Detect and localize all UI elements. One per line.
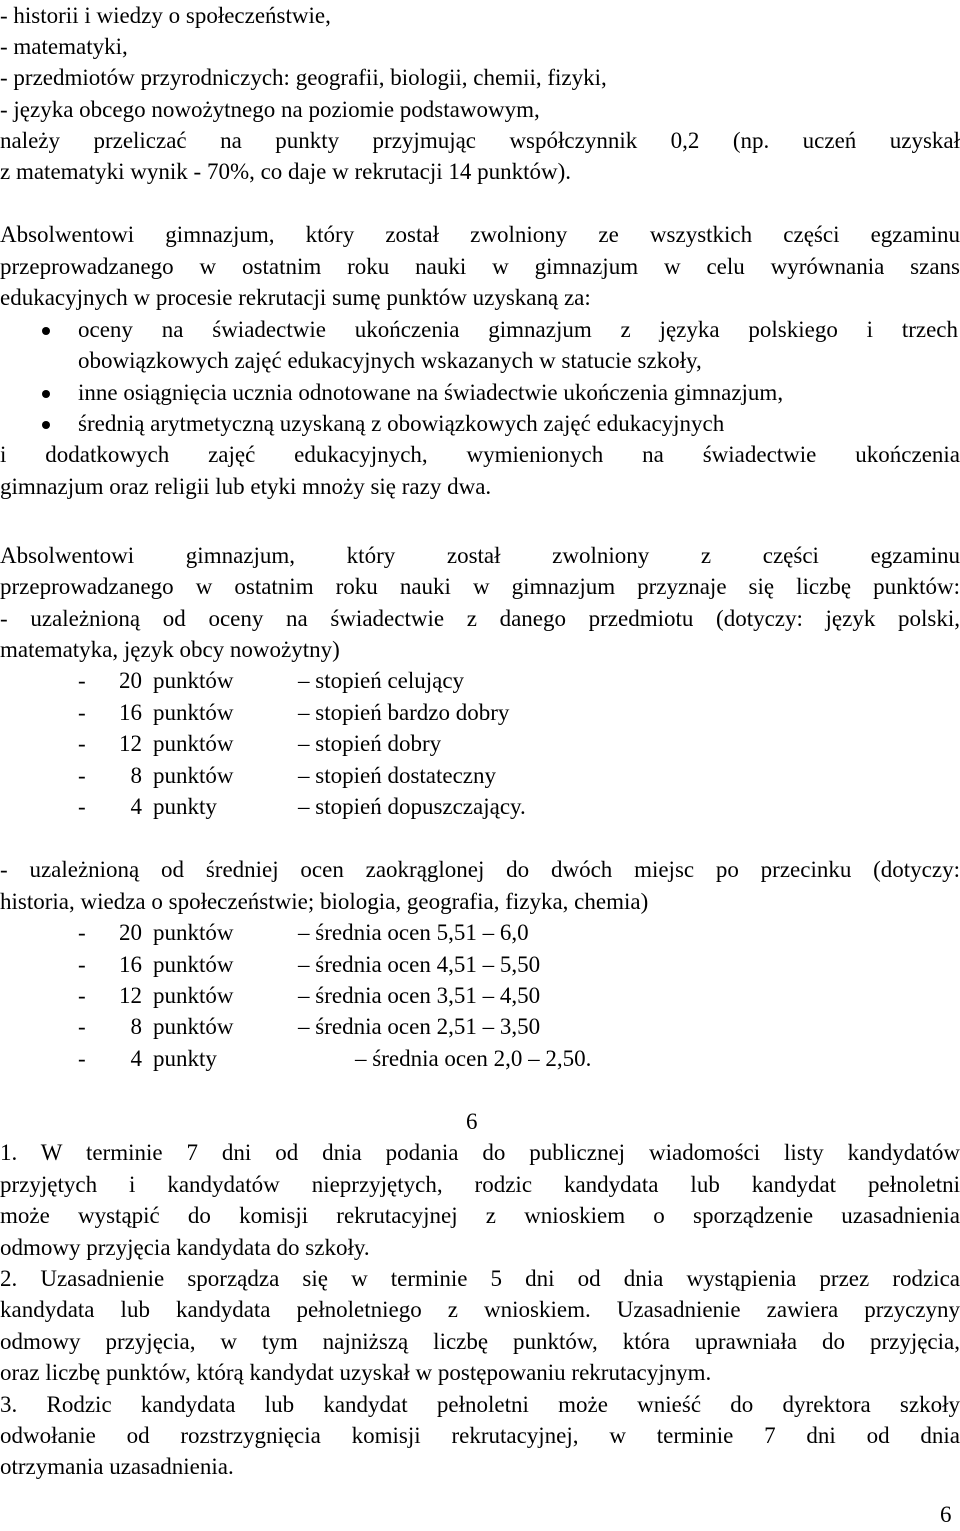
section-heading: 6 [466,1109,478,1134]
points-unit: punktów [153,1014,234,1039]
grade-points-row [0,760,960,792]
points-unit: punktów [153,920,234,945]
row-dash: - [78,920,86,945]
average-points-row [0,1011,960,1043]
grade-points-row [0,697,960,729]
average-description: – średnia ocen 2,0 – 2,50. [355,1046,592,1071]
paragraph-line: przeprowadzanego w ostatnim roku nauki w gimnazjum przyznaje się liczbę punktów: [0,574,960,599]
row-dash: - [78,668,86,693]
paragraph-line: - uzależnioną od oceny na świadectwie z danego przedmiotu (dotyczy: język polski, [0,606,960,631]
paragraph-line: Absolwentowi gimnazjum, który został zwolniony z części egzaminu [0,543,960,568]
paragraph-line: przeprowadzanego w ostatnim roku nauki w gimnazjum w celu wyrównania szans [0,254,960,279]
points-unit: punktów [153,763,234,788]
points-value: 16 [119,952,142,977]
bullet-item: inne osiągnięcia ucznia odnotowane na świadectwie ukończenia gimnazjum, [78,380,784,405]
bullet-item: oceny na świadectwie ukończenia gimnazjum z języka polskiego i trzech [78,317,958,342]
row-dash: - [78,1014,86,1039]
row-dash: - [78,731,86,756]
points-value: 4 [130,794,142,819]
paragraph-line: i dodatkowych zajęć edukacyjnych, wymienionych na świadectwie ukończenia [0,442,960,467]
paragraph-line: - uzależnioną od średniej ocen zaokrąglonej do dwóch miejsc po przecinku (dotyczy: [0,857,960,882]
grade-description: – stopień celujący [298,668,465,693]
row-dash: - [78,952,86,977]
section-line: odwołanie od rozstrzygnięcia komisji rekrutacyjnej, w terminie 7 dni od dnia [0,1423,960,1448]
points-value: 12 [119,983,142,1008]
points-unit: punktów [153,668,234,693]
points-unit: punktów [153,700,234,725]
points-value: 20 [119,920,142,945]
points-value: 20 [119,668,142,693]
intro-line: należy przeliczać na punkty przyjmując współczynnik 0,2 (np. uczeń uzyskał [0,128,960,153]
section-line: 3. Rodzic kandydata lub kandydat pełnoletni może wnieść do dyrektora szkoły [0,1392,960,1417]
bullet-item: średnią arytmetyczną uzyskaną z obowiązkowych zajęć edukacyjnych [78,411,725,436]
grade-points-row [0,665,960,697]
section-line: 1. W terminie 7 dni od dnia podania do publicznej wiadomości listy kandydatów [0,1140,960,1165]
paragraph-line: gimnazjum oraz religii lub etyki mnoży się razy dwa. [0,474,492,499]
bullet-icon [42,421,50,429]
row-dash: - [78,794,86,819]
page-number: 6 [940,1502,952,1527]
intro-line: - języka obcego nowożytnego na poziomie podstawowym, [0,97,540,122]
section-line: odmowy przyjęcia, w tym najniższą liczbę punktów, która uprawniała do przyjęcia, [0,1329,960,1354]
row-dash: - [78,983,86,1008]
points-value: 8 [130,763,142,788]
section-line: przyjętych i kandydatów nieprzyjętych, rodzic kandydata lub kandydat pełnoletni [0,1172,960,1197]
intro-line: z matematyki wynik - 70%, co daje w rekrutacji 14 punktów). [0,159,572,184]
average-points-row [0,1043,960,1075]
row-dash: - [78,1046,86,1071]
points-unit: punkty [153,794,217,819]
grade-description: – stopień dostateczny [298,763,497,788]
points-unit: punktów [153,952,234,977]
intro-line: - historii i wiedzy o społeczeństwie, [0,3,331,28]
section-line: 2. Uzasadnienie sporządza się w terminie 5 dni od dnia wystąpienia przez rodzica [0,1266,960,1291]
average-points-row [0,949,960,981]
bullet-icon [42,390,50,398]
grade-description: – stopień dopuszczający. [298,794,526,819]
grade-points-row [0,728,960,760]
grade-points-row [0,791,960,823]
section-line: otrzymania uzasadnienia. [0,1454,234,1479]
bullet-icon [42,327,50,335]
average-description: – średnia ocen 5,51 – 6,0 [298,920,529,945]
points-value: 16 [119,700,142,725]
row-dash: - [78,700,86,725]
average-description: – średnia ocen 2,51 – 3,50 [298,1014,541,1039]
paragraph-line: historia, wiedza o społeczeństwie; biologia, geografia, fizyka, chemia) [0,889,649,914]
average-description: – średnia ocen 3,51 – 4,50 [298,983,541,1008]
average-description: – średnia ocen 4,51 – 5,50 [298,952,541,977]
section-line: kandydata lub kandydata pełnoletniego z wnioskiem. Uzasadnienie zawiera przyczyny [0,1297,960,1322]
points-unit: punktów [153,731,234,756]
average-points-row [0,917,960,949]
intro-line: - przedmiotów przyrodniczych: geografii, biologii, chemii, fizyki, [0,65,607,90]
section-line: odmowy przyjęcia kandydata do szkoły. [0,1235,370,1260]
grade-description: – stopień bardzo dobry [298,700,510,725]
paragraph-line: Absolwentowi gimnazjum, który został zwolniony ze wszystkich części egzaminu [0,222,960,247]
row-dash: - [78,763,86,788]
points-value: 4 [130,1046,142,1071]
bullet-item-continuation: obowiązkowych zajęć edukacyjnych wskazanych w statucie szkoły, [78,348,702,373]
points-unit: punkty [153,1046,217,1071]
average-points-row [0,980,960,1012]
points-value: 12 [119,731,142,756]
section-line: oraz liczbę punktów, którą kandydat uzyskał w postępowaniu rekrutacyjnym. [0,1360,712,1385]
intro-line: - matematyki, [0,34,128,59]
points-value: 8 [130,1014,142,1039]
paragraph-line: edukacyjnych w procesie rekrutacji sumę punktów uzyskaną za: [0,285,591,310]
grade-description: – stopień dobry [298,731,442,756]
section-line: może wystąpić do komisji rekrutacyjnej z wnioskiem o sporządzenie uzasadnienia [0,1203,960,1228]
paragraph-line: matematyka, język obcy nowożytny) [0,637,340,662]
points-unit: punktów [153,983,234,1008]
